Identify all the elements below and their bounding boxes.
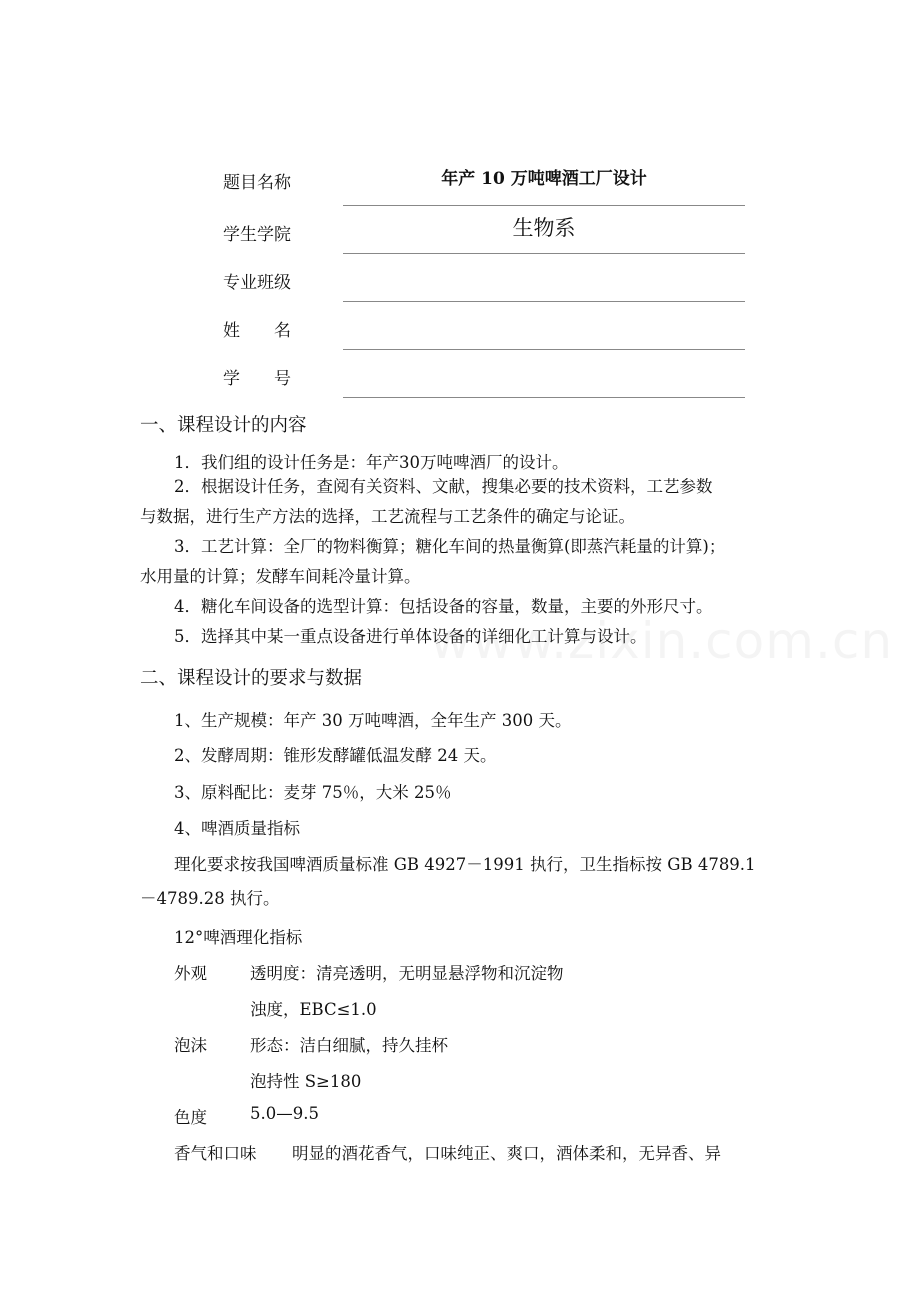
section1-item: 水用量的计算；发酵车间耗冷量计算。: [140, 567, 421, 586]
college-label: 学生学院: [223, 225, 291, 245]
section2-item: 理化要求按我国啤酒质量标准 GB 4927－1991 执行，卫生指标按 GB 4789.1: [174, 855, 756, 874]
id-label: 学 号: [223, 369, 291, 389]
name-underline: [343, 349, 745, 350]
section1-item: 2．根据设计任务，查阅有关资料、文献，搜集必要的技术资料，工艺参数: [174, 477, 713, 496]
major-underline: [343, 301, 745, 302]
spec-value: 5.0—9.5: [250, 1104, 319, 1123]
spec-label-foam: 泡沫: [174, 1036, 207, 1055]
spec-value: 泡持性 S≥180: [250, 1072, 362, 1091]
section2-heading: 二、课程设计的要求与数据: [140, 668, 363, 689]
section1-heading: 一、课程设计的内容: [140, 415, 307, 436]
college-underline: [343, 253, 745, 254]
section2-item: 1、生产规模：年产 30 万吨啤酒，全年生产 300 天。: [174, 711, 572, 730]
section2-item: 4、啤酒质量指标: [174, 819, 300, 838]
section1-item: 与数据，进行生产方法的选择，工艺流程与工艺条件的确定与论证。: [140, 507, 635, 526]
title-value: 年产 10 万吨啤酒工厂设计: [441, 169, 647, 189]
spec-value: 明显的酒花香气，口味纯正、爽口，酒体柔和，无异香、异: [292, 1144, 721, 1163]
spec-value: 形态：洁白细腻，持久挂杯: [250, 1036, 448, 1055]
name-label: 姓 名: [223, 321, 291, 341]
section2-item: 12°啤酒理化指标: [174, 928, 303, 947]
spec-label-color: 色度: [174, 1108, 207, 1127]
section1-item: 5．选择其中某一重点设备进行单体设备的详细化工计算与设计。: [174, 627, 647, 646]
section2-item: －4789.28 执行。: [140, 889, 280, 908]
title-label: 题目名称: [223, 173, 291, 193]
section1-item: 1．我们组的设计任务是：年产30万吨啤酒厂的设计。: [174, 453, 569, 472]
id-underline: [343, 397, 745, 398]
section2-item: 3、原料配比：麦芽 75％，大米 25％: [174, 783, 452, 802]
section1-item: 3．工艺计算：全厂的物料衡算；糖化车间的热量衡算(即蒸汽耗量的计算)；: [174, 537, 726, 556]
section1-item: 4．糖化车间设备的选型计算：包括设备的容量，数量，主要的外形尺寸。: [174, 597, 713, 616]
spec-value: 浊度，EBC≤1.0: [250, 1000, 377, 1019]
section2-item: 2、发酵周期：锥形发酵罐低温发酵 24 天。: [174, 746, 497, 765]
college-value: 生物系: [512, 216, 576, 240]
spec-label-aroma: 香气和口味: [174, 1144, 257, 1163]
title-underline: [343, 205, 745, 206]
spec-label-appearance: 外观: [174, 964, 207, 983]
spec-value: 透明度：清亮透明，无明显悬浮物和沉淀物: [250, 964, 564, 983]
major-label: 专业班级: [223, 273, 291, 293]
